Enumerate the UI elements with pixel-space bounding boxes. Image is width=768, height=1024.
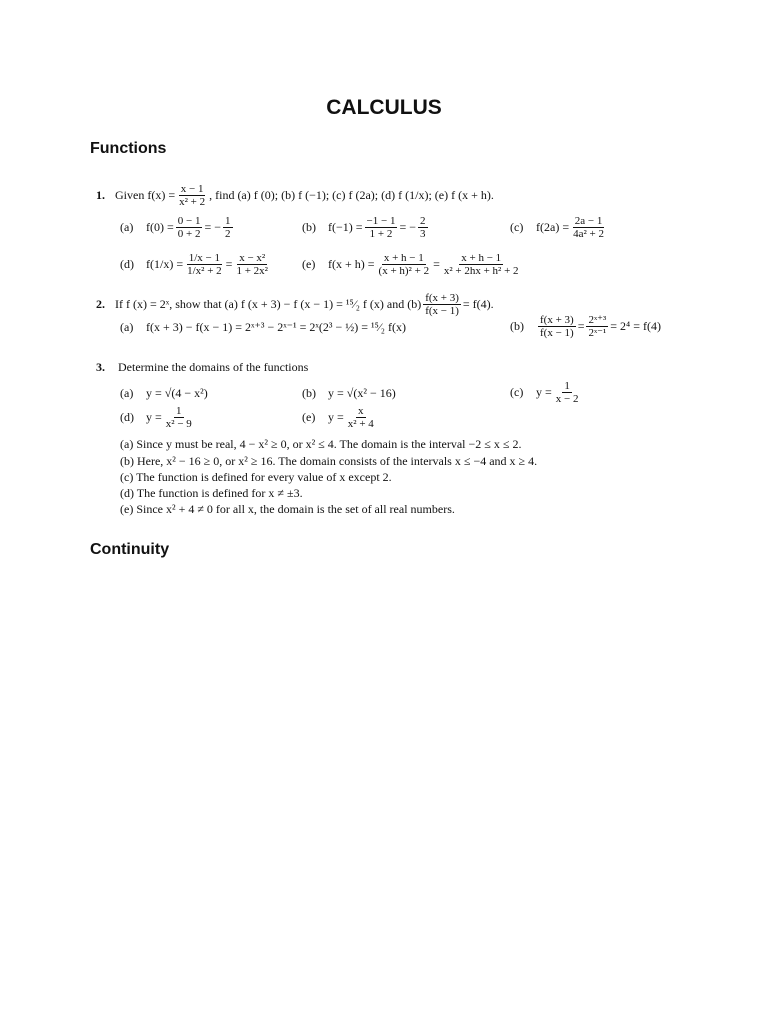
expr-lhs: y = bbox=[536, 385, 552, 399]
fraction-numerator: −1 − 1 bbox=[366, 215, 396, 227]
expr-rhs: = f(4). bbox=[462, 297, 494, 311]
fraction-denominator: x² + 4 bbox=[347, 418, 374, 430]
fraction bbox=[365, 215, 398, 240]
part-label: (e) bbox=[302, 410, 316, 424]
p1-part-b bbox=[302, 215, 430, 240]
fraction-numerator: x + h − 1 bbox=[383, 252, 424, 264]
answer-line: (c) The function is defined for every value of x except 2. bbox=[120, 470, 392, 484]
expr: f(x + 3) − f(x − 1) = 2ˣ⁺³ − 2ˣ⁻¹ = 2ˣ(2³ − ½) = ¹⁵⁄₂ f(x) bbox=[146, 320, 406, 334]
part-label: (d) bbox=[120, 410, 134, 424]
fx-fraction bbox=[177, 183, 207, 208]
equals: = bbox=[225, 257, 233, 271]
p2-part-a bbox=[120, 320, 406, 335]
equals: = − bbox=[204, 220, 222, 234]
part-label: (c) bbox=[510, 385, 524, 399]
expr: y = √(x² − 16) bbox=[328, 386, 396, 400]
fraction-denominator: 1 + 2 bbox=[369, 228, 393, 240]
section-heading-functions: Functions bbox=[90, 140, 167, 157]
p1-part-a bbox=[120, 215, 235, 240]
fraction bbox=[418, 215, 428, 240]
problem-number: 3. bbox=[96, 360, 105, 374]
answer-line: (e) Since x² + 4 ≠ 0 for all x, the domain is the set of all real numbers. bbox=[120, 502, 455, 516]
fraction bbox=[377, 252, 432, 277]
expr-lhs: f(0) = bbox=[146, 220, 174, 234]
expr-lhs: f(1/x) = bbox=[146, 257, 184, 271]
expr-lhs: y = bbox=[146, 410, 162, 424]
fraction-denominator: 3 bbox=[420, 228, 426, 240]
equals: = − bbox=[399, 220, 416, 234]
expr-lhs: f(x + h) = bbox=[328, 257, 375, 271]
fraction-denominator: x² + 2hx + h² + 2 bbox=[443, 265, 519, 277]
fraction-numerator: f(x + 3) bbox=[425, 292, 459, 304]
part-label: (a) bbox=[120, 320, 134, 334]
fraction-denominator: x² + 2 bbox=[179, 196, 206, 208]
fraction-numerator: x + h − 1 bbox=[461, 252, 502, 264]
fraction-numerator: 0 − 1 bbox=[177, 215, 201, 227]
p3-part-e bbox=[302, 405, 378, 430]
expr-lhs: f(−1) = bbox=[328, 220, 363, 234]
given-label: Given bbox=[115, 188, 145, 202]
answer-line: (a) Since y must be real, 4 − x² ≥ 0, or x² ≤ 4. The domain is the interval −2 ≤ x ≤ 2. bbox=[120, 437, 522, 451]
part-label: (d) bbox=[120, 257, 134, 271]
fraction bbox=[538, 314, 576, 339]
fraction-denominator: 2 bbox=[225, 228, 231, 240]
fraction-numerator: 2a − 1 bbox=[574, 215, 603, 227]
part-label: (a) bbox=[120, 220, 134, 234]
part-label: (a) bbox=[120, 386, 134, 400]
problem-number: 1. bbox=[96, 188, 105, 202]
expr-lhs: y = bbox=[328, 410, 344, 424]
fx-label: f(x) = bbox=[147, 188, 176, 202]
fraction bbox=[554, 380, 581, 405]
fraction-denominator: f(x − 1) bbox=[540, 327, 574, 339]
p1-part-e bbox=[302, 252, 523, 277]
problem-1-rest: , find (a) f (0); (b) f (−1); (c) f (2a); (d) f (1/x); (e) f (x + h). bbox=[209, 188, 494, 202]
fraction-denominator: 1/x² + 2 bbox=[187, 265, 222, 277]
equals: = bbox=[433, 257, 440, 271]
problem-2-text: If f (x) = 2ˣ, show that (a) f (x + 3) − f (x − 1) = ¹⁵⁄₂ f (x) and (b) bbox=[115, 297, 422, 311]
fraction-denominator: x − 2 bbox=[555, 393, 579, 405]
fraction-numerator: x bbox=[358, 405, 364, 417]
fraction bbox=[346, 405, 376, 430]
problem-number: 2. bbox=[96, 297, 105, 311]
answer-line: (d) The function is defined for x ≠ ±3. bbox=[120, 486, 303, 500]
fraction-numerator: 1 bbox=[564, 380, 570, 392]
fraction-numerator: 2ˣ⁺³ bbox=[588, 314, 607, 326]
p3-part-b bbox=[302, 386, 396, 401]
problem-2-statement bbox=[96, 292, 494, 317]
fraction bbox=[586, 314, 608, 339]
fraction-numerator: 1 bbox=[176, 405, 182, 417]
p2-part-b bbox=[510, 314, 661, 339]
fraction-numerator: 1 bbox=[225, 215, 231, 227]
p3-part-a bbox=[120, 386, 208, 401]
fraction-numerator: x − x² bbox=[239, 252, 266, 264]
fraction-denominator: (x + h)² + 2 bbox=[378, 265, 430, 277]
fraction bbox=[223, 215, 233, 240]
p1-part-c bbox=[510, 215, 608, 240]
problem-3-statement bbox=[96, 360, 308, 375]
fraction-numerator: x − 1 bbox=[180, 183, 204, 195]
section-heading-continuity: Continuity bbox=[90, 541, 170, 558]
fraction bbox=[571, 215, 606, 240]
fraction-denominator: 1 + 2x² bbox=[236, 265, 268, 277]
expr: y = √(4 − x²) bbox=[146, 386, 208, 400]
part-label: (b) bbox=[510, 319, 524, 333]
page-title: CALCULUS bbox=[326, 96, 442, 119]
p3-part-c bbox=[510, 380, 583, 405]
fraction bbox=[164, 405, 194, 430]
part-label: (c) bbox=[510, 220, 524, 234]
fraction bbox=[234, 252, 270, 277]
equals: = bbox=[577, 319, 585, 333]
fraction bbox=[185, 252, 224, 277]
expr-rhs: = 2⁴ = f(4) bbox=[610, 319, 661, 333]
problem-1-statement bbox=[96, 183, 494, 208]
p3-part-d bbox=[120, 405, 196, 430]
fraction bbox=[423, 292, 461, 317]
part-label: (b) bbox=[302, 386, 316, 400]
fraction-numerator: 2 bbox=[420, 215, 426, 227]
part-label: (e) bbox=[302, 257, 316, 271]
fraction-denominator: 0 + 2 bbox=[177, 228, 201, 240]
fraction bbox=[176, 215, 203, 240]
fraction-denominator: f(x − 1) bbox=[425, 305, 459, 317]
fraction-denominator: 2ˣ⁻¹ bbox=[588, 327, 607, 339]
fraction-denominator: 4a² + 2 bbox=[573, 228, 604, 240]
problem-3-text: Determine the domains of the functions bbox=[118, 360, 309, 374]
p1-part-d bbox=[120, 252, 272, 277]
fraction-numerator: f(x + 3) bbox=[540, 314, 574, 326]
fraction-numerator: 1/x − 1 bbox=[188, 252, 220, 264]
answer-line: (b) Here, x² − 16 ≥ 0, or x² ≥ 16. The domain consists of the intervals x ≤ −4 and x ≥ 4. bbox=[120, 454, 538, 468]
fraction bbox=[442, 252, 521, 277]
part-label: (b) bbox=[302, 220, 316, 234]
expr-lhs: f(2a) = bbox=[536, 220, 570, 234]
fraction-denominator: x² − 9 bbox=[165, 418, 192, 430]
